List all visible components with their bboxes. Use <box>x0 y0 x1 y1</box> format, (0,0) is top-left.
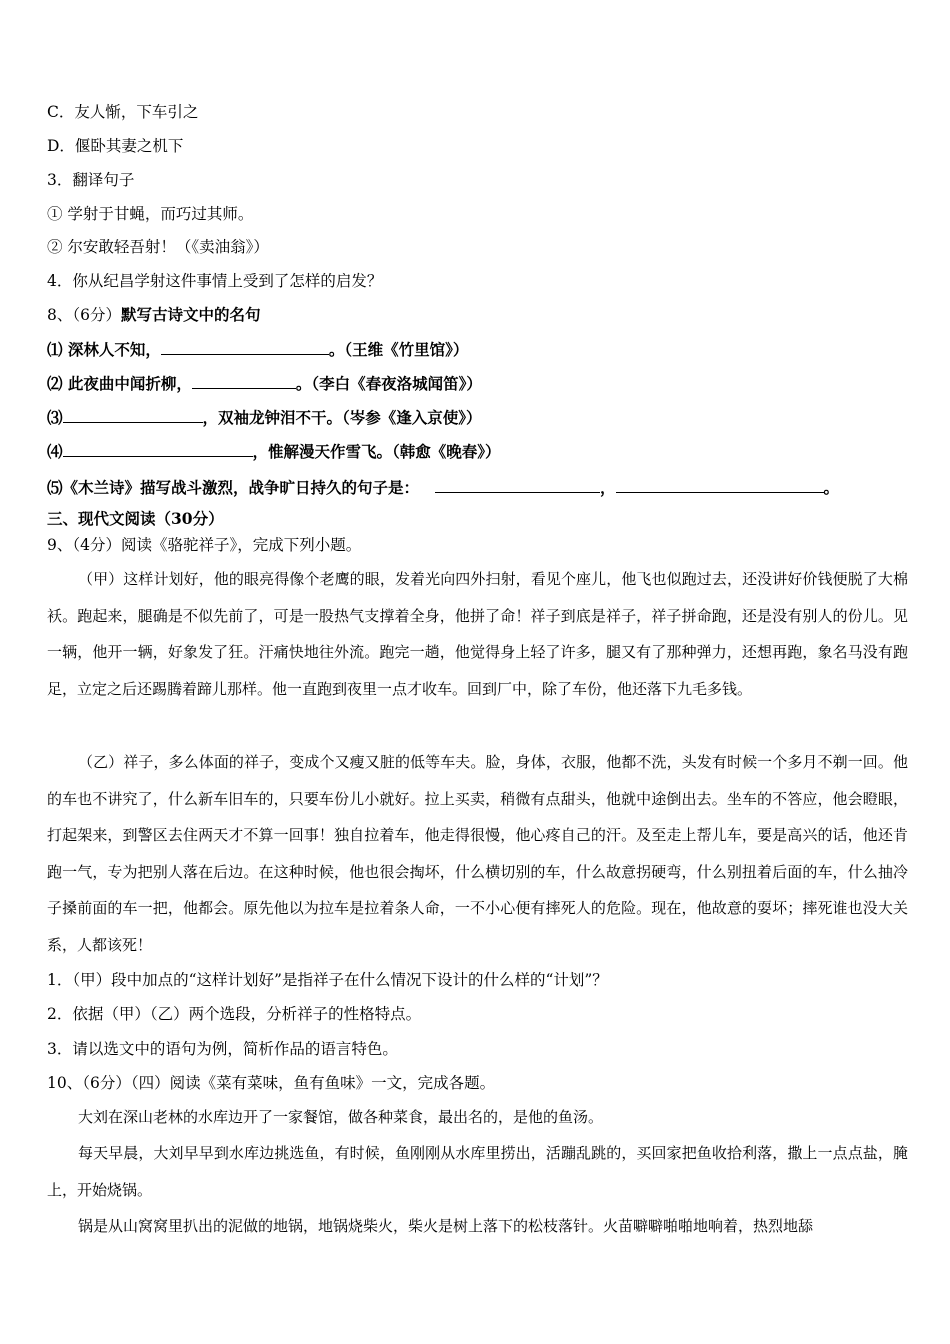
q8-item-4-prefix: ⑷ <box>47 442 63 461</box>
question-9-2: 2．依据（甲）（乙）两个选段，分析祥子的性格特点。 <box>47 1005 422 1023</box>
q8-item-5 <box>47 477 839 498</box>
q8-item-1-prefix: ⑴ 深林人不知， <box>47 340 161 359</box>
question-3: 3．翻译句子 <box>47 171 135 189</box>
question-4: 4．你从纪昌学射这件事情上受到了怎样的启发？ <box>47 272 383 290</box>
q8-item-5-end: 。 <box>823 478 840 497</box>
q8-item-5-comma: ， <box>600 478 616 497</box>
q8-item-2-suffix: 。（李白《春夜洛城闻笛》） <box>295 374 482 393</box>
answer-blank[interactable] <box>192 373 296 389</box>
section-3-title: 三、现代文阅读（30分） <box>47 509 224 528</box>
answer-blank[interactable] <box>616 477 824 493</box>
answer-blank[interactable] <box>63 441 253 457</box>
q8-item-1-suffix: 。（王维《竹里馆》） <box>328 340 469 359</box>
answer-blank[interactable] <box>63 407 203 423</box>
passage-10-p3: 锅是从山窝窝里扒出的泥做的地锅，地锅烧柴火，柴火是树上落下的松枝落针。火苗噼噼啪啪地响着，热烈地舔 <box>78 1217 814 1235</box>
answer-blank[interactable] <box>435 477 600 493</box>
translate-sentence-1: ① 学射于甘蝇，而巧过其师。 <box>47 205 254 223</box>
option-d: D．偃卧其妻之机下 <box>47 137 184 155</box>
q8-item-5-prefix: ⑸《木兰诗》描写战斗激烈，战争旷日持久的句子是： <box>47 478 420 497</box>
q8-item-4 <box>47 441 501 462</box>
q8-item-4-suffix: ，惟解漫天作雪飞。（韩愈《晚春》） <box>252 442 501 461</box>
q8-item-3-suffix: ，双袖龙钟泪不干。（岑参《逢入京使》） <box>202 408 482 427</box>
question-10-intro: 10、（6分）（四）阅读《菜有菜味，鱼有鱼味》一文，完成各题。 <box>47 1074 496 1092</box>
passage-yi: （乙）祥子，多么体面的祥子，变成个又瘦又脏的低等车夫。脸，身体，衣服，他都不洗，头发有时候一个多月不剃一回。他的车也不讲究了，什么新车旧车的，只要车份儿小就好。拉上买卖，稍微有点甜头，他就中途倒出去。坐车的不答应，他会瞪眼，打起架来，到警区去住两天才不算一回事！独自拉着车，他走得很慢，他心疼自己的汗。及至走上帮儿车，要是高兴的话，他还肯跑一气，专为把别人落在后边。在这种时候，他也很会掏坏，什么横切别的车，什么故意拐硬弯，什么别扭着后面的车，什么抽冷子搡前面的车一把，他都会。原先他以为拉车是拉着条人命，一不小心便有摔死人的危险。现在，他故意的耍坏；摔死谁也没大关系，人都该死！ <box>47 753 908 954</box>
q8-item-2 <box>47 373 482 394</box>
question-8-header <box>47 305 261 325</box>
passage-jia: （甲）这样计划好，他的眼亮得像个老鹰的眼，发着光向四外扫射，看见个座儿，他飞也似跑过去，还没讲好价钱便脱了大棉袄。跑起来，腿确是不似先前了，可是一股热气支撑着全身，他拼了命！祥子到底是祥子，祥子拼命跑，还是没有别人的份儿。见一辆，他开一辆，好象发了狂。汗痛快地往外流。跑完一趟，他觉得身上轻了许多，腿又有了那种弹力，还想再跑，象名马没有跑足，立定之后还踢腾着蹄儿那样。他一直跑到夜里一点才收车。回到厂中，除了车份，他还落下九毛多钱。 <box>47 570 908 698</box>
question-9-3: 3．请以选文中的语句为例，简析作品的语言特色。 <box>47 1040 398 1058</box>
option-c: C．友人惭，下车引之 <box>47 103 199 121</box>
answer-blank[interactable] <box>161 339 329 355</box>
translate-sentence-2: ② 尔安敢轻吾射！（《卖油翁》） <box>47 238 269 256</box>
question-9-1: 1．（甲）段中加点的“这样计划好”是指祥子在什么情况下设计的什么样的“计划”？ <box>47 971 608 989</box>
q8-item-2-prefix: ⑵ 此夜曲中闻折柳， <box>47 374 192 393</box>
passage-10-p2: 每天早晨，大刘早早到水库边挑选鱼，有时候，鱼刚刚从水库里捞出，活蹦乱跳的，买回家把鱼收拾利落，撒上一点点盐，腌上，开始烧锅。 <box>47 1144 908 1199</box>
q8-item-1 <box>47 339 468 360</box>
question-9-intro: 9、（4分）阅读《骆驼祥子》，完成下列小题。 <box>47 536 362 554</box>
q8-item-3 <box>47 407 482 428</box>
question-8-title: 默写古诗文中的名句 <box>120 305 261 324</box>
question-8-number: 8、（6分） <box>47 306 121 324</box>
q8-item-3-prefix: ⑶ <box>47 408 63 427</box>
passage-10-p1: 大刘在深山老林的水库边开了一家餐馆，做各种菜食，最出名的，是他的鱼汤。 <box>78 1108 604 1126</box>
